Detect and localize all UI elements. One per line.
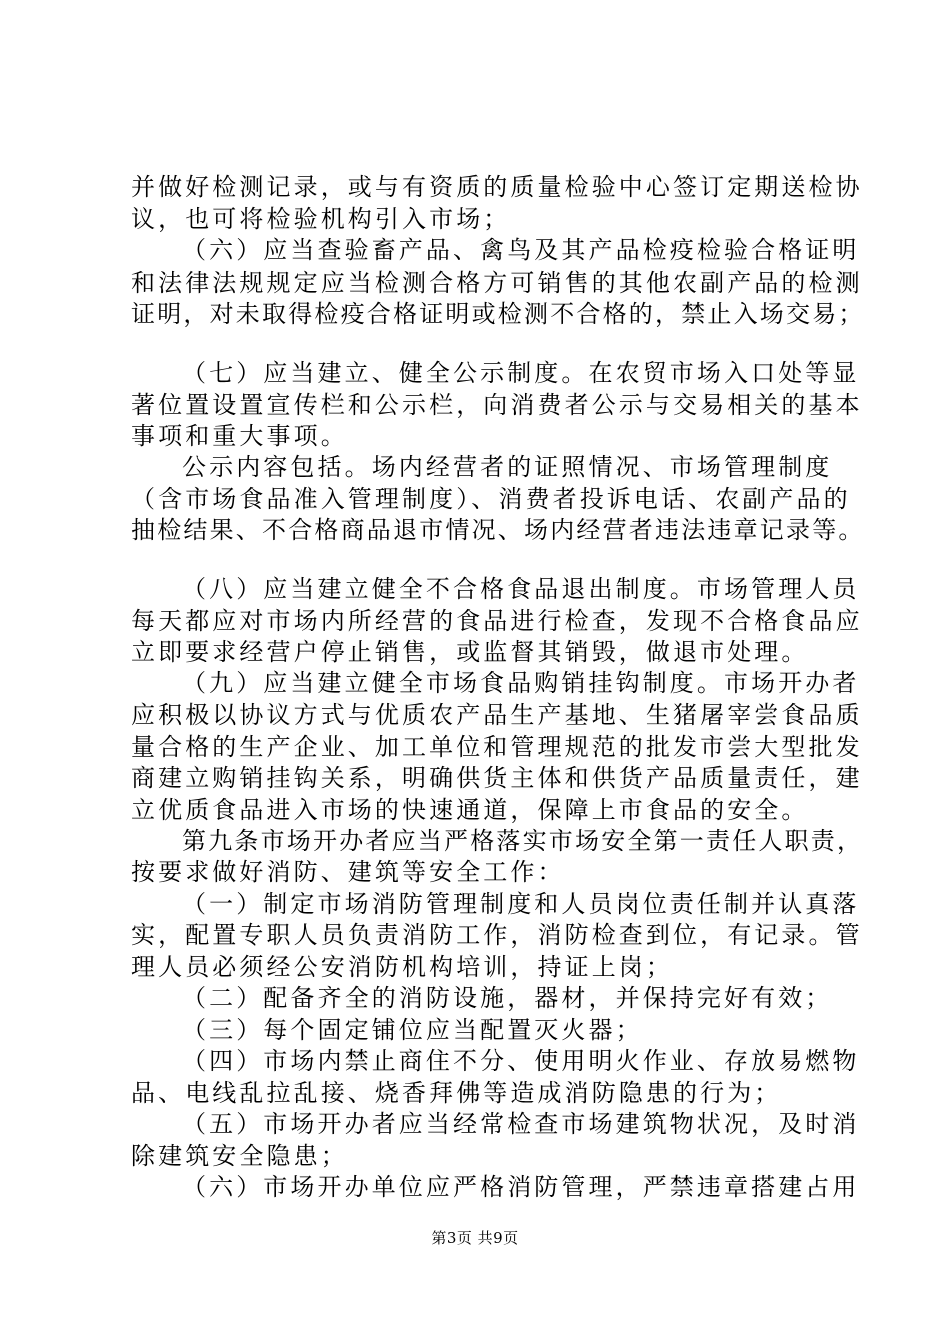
- body-text-line: 除建筑安全隐患；: [131, 1142, 348, 1170]
- body-text-line: 证明，对未取得检疫合格证明或检测不合格的，禁止入场交易；: [131, 300, 865, 328]
- page-number-footer: 第3页 共9页: [431, 1229, 519, 1247]
- body-text-line: （三）每个固定铺位应当配置灭火器；: [182, 1016, 643, 1044]
- body-text-line: 按要求做好消防、建筑等安全工作：: [131, 858, 565, 886]
- body-text-line: （六）市场开办单位应严格消防管理，严禁违章搭建占用: [182, 1173, 860, 1201]
- body-text-line: 理人员必须经公安消防机构培训，持证上岗；: [131, 953, 673, 981]
- body-text-line: （一）制定市场消防管理制度和人员岗位责任制并认真落: [182, 890, 860, 918]
- body-text-line: 立即要求经营户停止销售，或监督其销毁，做退市处理。: [131, 638, 809, 666]
- body-text-line: （七）应当建立、健全公示制度。在农贸市场入口处等显: [182, 359, 860, 387]
- body-text-line: 公示内容包括。场内经营者的证照情况、市场管理制度: [182, 453, 833, 481]
- body-text-line: （含市场食品准入管理制度）、消费者投诉电话、农副产品的: [131, 485, 851, 513]
- body-text-line: 第九条市场开办者应当严格落实市场安全第一责任人职责，: [182, 827, 864, 855]
- body-text-line: 实，配置专职人员负责消防工作，消防检查到位，有记录。管: [131, 921, 863, 949]
- body-text-line: 并做好检测记录，或与有资质的质量检验中心签订定期送检协: [131, 173, 863, 201]
- body-text-line: 量合格的生产企业、加工单位和管理规范的批发市尝大型批发: [131, 733, 863, 761]
- body-text-line: （二）配备齐全的消防设施，器材，并保持完好有效；: [182, 984, 833, 1012]
- body-text-line: （八）应当建立健全不合格食品退出制度。市场管理人员: [182, 575, 860, 603]
- body-text-line: 应积极以协议方式与优质农产品生产基地、生猪屠宰尝食品质: [131, 701, 863, 729]
- body-text-line: 事项和重大事项。: [131, 422, 348, 450]
- body-text-line: （五）市场开办者应当经常检查市场建筑物状况，及时消: [182, 1110, 860, 1138]
- body-text-line: （四）市场内禁止商住不分、使用明火作业、存放易燃物: [182, 1047, 860, 1075]
- body-text-line: 立优质食品进入市场的快速通道，保障上市食品的安全。: [131, 796, 809, 824]
- body-text-line: 抽检结果、不合格商品退市情况、场内经营者违法违章记录等。: [131, 516, 865, 544]
- body-text-line: 每天都应对市场内所经营的食品进行检查，发现不合格食品应: [131, 607, 863, 635]
- body-text-line: 著位置设置宣传栏和公示栏，向消费者公示与交易相关的基本: [131, 391, 863, 419]
- body-text-line: 品、电线乱拉乱接、烧香拜佛等造成消防隐患的行为；: [131, 1079, 782, 1107]
- body-text-line: 和法律法规规定应当检测合格方可销售的其他农副产品的检测: [131, 269, 863, 297]
- body-text-line: （六）应当查验畜产品、禽鸟及其产品检疫检验合格证明: [182, 236, 860, 264]
- body-text-line: 商建立购销挂钩关系，明确供货主体和供货产品质量责任，建: [131, 764, 863, 792]
- body-text-line: （九）应当建立健全市场食品购销挂钩制度。市场开办者: [182, 669, 860, 697]
- body-text-line: 议，也可将检验机构引入市场；: [131, 205, 511, 233]
